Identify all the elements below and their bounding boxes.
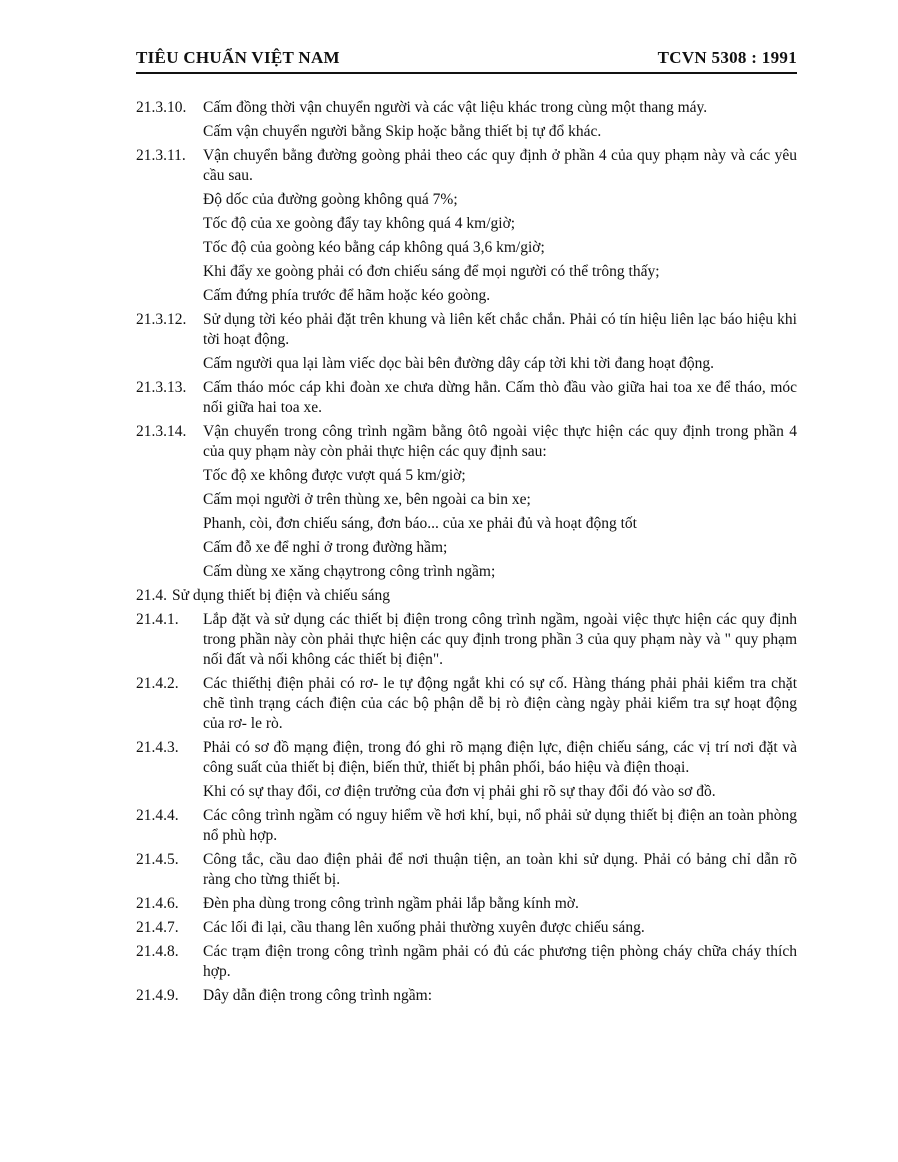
clause <box>136 422 797 462</box>
clause <box>136 98 797 118</box>
section-title: Sử dụng thiết bị điện và chiếu sáng <box>172 587 391 604</box>
section-number: 21.4. <box>136 587 167 604</box>
clause-text: Công tắc, cầu dao điện phải để nơi thuận tiện, an toàn khi sử dụng. Phải có bảng chỉ dẫn rõ ràng cho từng thiết bị. <box>203 851 797 888</box>
clause-number: 21.4.7. <box>136 919 179 936</box>
clause-number: 21.3.11. <box>136 147 186 164</box>
standard-title: TIÊU CHUẨN VIỆT NAM <box>136 48 340 67</box>
clause <box>136 806 797 846</box>
clause-number: 21.4.2. <box>136 675 179 692</box>
section-21-3-items <box>136 98 797 582</box>
clause-number: 21.4.9. <box>136 987 179 1004</box>
clause-text: Các thiếthị điện phải có rơ- le tự động ngắt khi có sự cố. Hàng tháng phải phải kiểm tra chặt chẽ tình trạng cách điện của các bộ phận dễ bị rò điện càng ngày phải kiểm tra sự hoạt động của rơ- le rò. <box>203 675 797 732</box>
clause-text: Cấm đồng thời vận chuyển người và các vật liệu khác trong cùng một thang máy. <box>203 99 708 116</box>
clause-text: Vận chuyển bằng đường goòng phải theo các quy định ở phần 4 của quy phạm này và các yêu cầu sau. <box>203 147 797 184</box>
clause-subitem: Khi đẩy xe goòng phải có đơn chiếu sáng để mọi người có thể trông thấy; <box>203 263 660 280</box>
clause-number: 21.4.6. <box>136 895 179 912</box>
clause <box>136 986 797 1006</box>
clause <box>136 942 797 982</box>
clause <box>136 310 797 350</box>
clause-subitem: Phanh, còi, đơn chiếu sáng, đơn báo... của xe phải đủ và hoạt động tốt <box>203 515 637 532</box>
clause-subitem: Cấm vận chuyển người bằng Skip hoặc bằng thiết bị tự đổ khác. <box>203 123 602 140</box>
clause-text: Các lối đi lại, cầu thang lên xuống phải thường xuyên được chiếu sáng. <box>203 919 645 936</box>
clause-number: 21.4.5. <box>136 851 179 868</box>
section-heading <box>136 586 797 606</box>
standard-code: TCVN 5308 : 1991 <box>657 48 797 67</box>
section-21-4-items <box>136 610 797 1006</box>
clause-subitem: Tốc độ xe không được vượt quá 5 km/giờ; <box>203 467 466 484</box>
clause-number: 21.3.13. <box>136 379 187 396</box>
clause <box>136 738 797 778</box>
clause-subitem: Cấm người qua lại làm viếc dọc bài bên đường dây cáp tời khi tời đang hoạt động. <box>203 355 715 372</box>
clause <box>136 610 797 670</box>
clause-text: Sử dụng tời kéo phải đặt trên khung và liên kết chắc chắn. Phải có tín hiệu liên lạc báo hiệu khi tời hoạt động. <box>203 311 797 348</box>
clause-subitem: Tốc độ của goòng kéo bằng cáp không quá 3,6 km/giờ; <box>203 239 545 256</box>
clause-text: Dây dẫn điện trong công trình ngầm: <box>203 987 433 1004</box>
clause <box>136 674 797 734</box>
clause-subitem: Độ dốc của đường goòng không quá 7%; <box>203 191 458 208</box>
clause-number: 21.3.14. <box>136 423 187 440</box>
clause-subitem: Khi có sự thay đổi, cơ điện trưởng của đơn vị phải ghi rõ sự thay đổi đó vào sơ đồ. <box>203 783 716 800</box>
page-header <box>136 46 797 74</box>
clause-number: 21.4.4. <box>136 807 179 824</box>
clause-subitem: Cấm đứng phía trước để hãm hoặc kéo goòng. <box>203 287 491 304</box>
clause-text: Cấm tháo móc cáp khi đoàn xe chưa dừng hẳn. Cấm thò đầu vào giữa hai toa xe để tháo, móc nối giữa hai toa xe. <box>203 379 797 416</box>
clause-subitem: Tốc độ của xe goòng đẩy tay không quá 4 km/giờ; <box>203 215 516 232</box>
clause-text: Vận chuyển trong công trình ngầm bằng ôtô ngoài việc thực hiện các quy định trong phần 4 của quy phạm này còn phải thực hiện các quy định sau: <box>203 423 797 460</box>
clause-subitem: Cấm đỗ xe để nghỉ ở trong đường hầm; <box>203 539 448 556</box>
clause-subitem: Cấm mọi người ở trên thùng xe, bên ngoài ca bin xe; <box>203 491 531 508</box>
clause-text: Phải có sơ đồ mạng điện, trong đó ghi rõ mạng điện lực, điện chiếu sáng, các vị trí nơi đặt và công suất của thiết bị điện, biến thử, thiết bị phân phối, báo hiệu và điện thoại. <box>203 739 797 776</box>
clause-text: Lắp đặt và sử dụng các thiết bị điện trong công trình ngầm, ngoài việc thực hiện các quy định trong phần này còn phải thực hiện các quy định trong phần 3 của quy phạm này và " quy phạm nối đất và nối không các thiết bị điện". <box>203 611 797 668</box>
clause-number: 21.3.12. <box>136 311 187 328</box>
clause-number: 21.4.8. <box>136 943 179 960</box>
clause-text: Các trạm điện trong công trình ngầm phải có đủ các phương tiện phòng cháy chữa cháy thích hợp. <box>203 943 797 980</box>
clause <box>136 378 797 418</box>
clause <box>136 894 797 914</box>
clause-subitem: Cấm dùng xe xăng chạytrong công trình ngầm; <box>203 563 496 580</box>
document-body <box>136 98 797 1010</box>
clause <box>136 146 797 186</box>
clause-number: 21.4.3. <box>136 739 179 756</box>
clause-number: 21.3.10. <box>136 99 187 116</box>
clause <box>136 918 797 938</box>
clause-text: Đèn pha dùng trong công trình ngầm phải lắp bằng kính mờ. <box>203 895 579 912</box>
clause-number: 21.4.1. <box>136 611 179 628</box>
clause-text: Các công trình ngầm có nguy hiểm về hơi khí, bụi, nổ phải sử dụng thiết bị điện an toàn phòng nổ phù hợp. <box>203 807 797 844</box>
clause <box>136 850 797 890</box>
